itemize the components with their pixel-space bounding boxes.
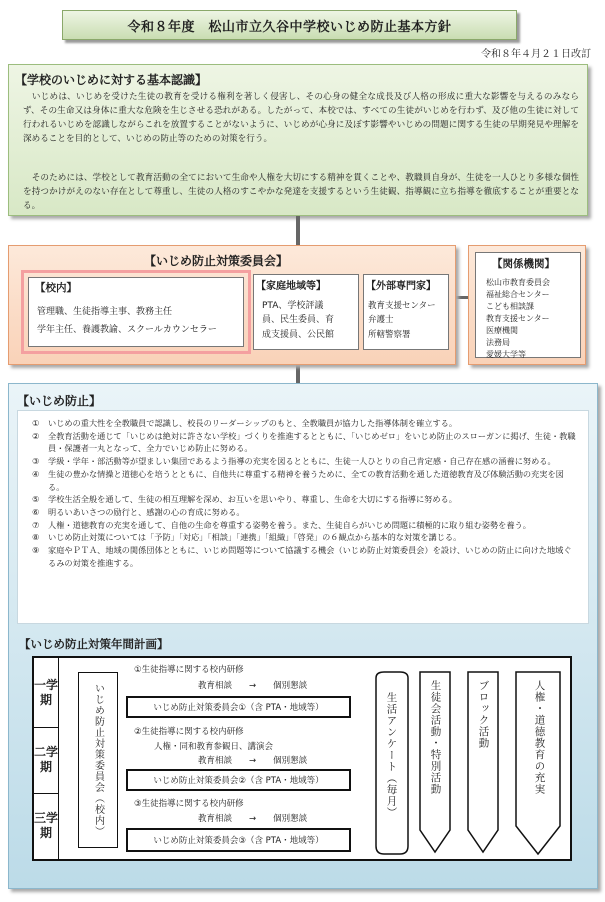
prevention-item-number: ③ bbox=[32, 456, 40, 467]
term3-training: ③生徒指導に関する校内研修 bbox=[134, 799, 244, 809]
prevention-item bbox=[32, 468, 578, 493]
community-line1: PTA、学校評議 bbox=[262, 301, 324, 311]
related-org-item: 愛媛大学等 bbox=[486, 350, 526, 359]
school-group-box bbox=[28, 277, 244, 347]
term1-meeting: いじめ防止対策委員会①（含 PTA・地域等） bbox=[126, 696, 351, 718]
related-org-item: 松山市教育委員会 bbox=[486, 278, 550, 287]
related-org-item: こども相談課 bbox=[486, 302, 534, 311]
prevention-item-text: 家庭やＰＴＡ、地域の関係団体とともに、いじめ問題等について協議する機会（いじめ防止対策委員会）を設け、いじめの防止に向けた地域ぐるみの対策を推進する。 bbox=[48, 545, 572, 568]
prevention-item-text: いじめの重大性を全教職員で認識し、校長のリーダーシップのもと、全教職員が協力した指導体制を確立する。 bbox=[48, 418, 458, 428]
prevention-item-text: 学級・学年・部活動等が望ましい集団であるよう指導の充実を図るとともに、生徒一人ひとりの自己肯定感・自己存在感の涵養に努める。 bbox=[48, 456, 556, 467]
connector-line bbox=[296, 365, 300, 383]
term1-consult: 教育相談 → 個別懇談 bbox=[198, 681, 308, 691]
term-3-label: 三学期 bbox=[34, 811, 59, 840]
related-orgs-box bbox=[475, 252, 581, 358]
related-orgs-heading: 【関係機関】 bbox=[492, 258, 555, 270]
term2-meeting: いじめ防止対策委員会②（含 PTA・地域等） bbox=[126, 769, 351, 791]
related-org-item: 教育支援センター bbox=[486, 314, 550, 323]
prevention-item-number: ⑤ bbox=[32, 494, 40, 505]
term3-meeting: いじめ防止対策委員会③（含 PTA・地域等） bbox=[126, 828, 351, 852]
community-line3: 成支援員、公民館 bbox=[262, 329, 335, 340]
term2-consult: 教育相談 → 個別懇談 bbox=[198, 756, 308, 766]
related-org-item: 医療機関 bbox=[486, 326, 518, 335]
prevention-item-text: 人権・道徳教育の充実を通して、自他の生命を尊重する姿勢を養う。また、生徒自らがいじめ問題に積極的に取り組む姿勢を養う。 bbox=[48, 519, 531, 530]
prevention-item bbox=[32, 531, 578, 544]
prevention-item-number: ⑦ bbox=[32, 519, 40, 530]
term2-extra: 人権・同和教育参観日、講演会 bbox=[154, 742, 274, 752]
prevention-item-text: 学校生活全般を通して、生徒の相互理解を深め、お互いを思いやり、尊重し、生命を大切にする指導に努める。 bbox=[48, 494, 457, 505]
expert-group-box bbox=[363, 274, 449, 350]
school-group-heading: 【校内】 bbox=[35, 282, 77, 294]
human-rights-label: 人権・道徳教育の充実 bbox=[533, 680, 546, 795]
prevention-item bbox=[32, 430, 578, 455]
expert-group-members bbox=[368, 299, 436, 342]
related-orgs-panel bbox=[468, 245, 586, 365]
prevention-item bbox=[32, 455, 578, 468]
prevention-list bbox=[17, 410, 589, 624]
basic-recognition-panel bbox=[8, 64, 588, 216]
committee-heading: 【いじめ防止対策委員会】 bbox=[144, 254, 289, 268]
basic-recognition-paragraph-1: いじめは、いじめを受けた生徒の教育を受ける権利を著しく侵害し、その心身の健全な成長及び人格の形成に重大な影響を与えるのみならず、その生命又は身体に重大な危険を生じさせる恐れがある。したがって、本校では、すべての生徒がいじめを行わず、及び他の生徒に対して行われるいじめを認識しながらこれを放置することがないように、いじめが心身に及ぼす影響やいじめの問題に関する生徒の早期発見や理解を深めることを目的として、いじめの防止等のための対策を行う。 bbox=[23, 92, 579, 144]
annual-plan-table bbox=[32, 656, 572, 861]
school-group-line1: 管理職、生徒指導主事、教務主任 bbox=[37, 307, 173, 317]
prevention-item-text: 明るいあいさつの励行と、感謝の心の育成に努める。 bbox=[48, 506, 245, 517]
prevention-item-text: 生徒の豊かな情操と道徳心を培うとともに、自他共に尊重する精神を養うために、全ての教育活動を通した道徳教育及び体験活動の充実を図る。 bbox=[48, 468, 564, 492]
term2-training: ②生徒指導に関する校内研修 bbox=[134, 727, 244, 737]
community-group-members bbox=[262, 299, 334, 342]
school-group-frame bbox=[21, 270, 251, 354]
prevention-item bbox=[32, 519, 578, 532]
prevention-item-number: ⑨ bbox=[32, 545, 40, 556]
annual-plan-heading: 【いじめ防止対策年間計画】 bbox=[19, 637, 169, 651]
related-org-item: 法務局 bbox=[486, 338, 510, 347]
term-2-label: 二学期 bbox=[34, 727, 58, 794]
term-1-label: 一学期 bbox=[34, 658, 58, 728]
survey-label: 生活アンケート（毎月） bbox=[385, 692, 398, 819]
term3-consult: 教育相談 → 個別懇談 bbox=[198, 814, 308, 824]
prevention-item-number: ② bbox=[32, 430, 40, 441]
community-group-heading: 【家庭地域等】 bbox=[256, 281, 326, 292]
related-org-item: 福祉総合センター bbox=[486, 290, 550, 299]
connector-line bbox=[456, 296, 468, 299]
prevention-item-text: 全教育活動を通じて「いじめは絶対に許さない学校」づくりを推進するとともに、「いじめゼロ」をいじめ防止のスローガンに掲げ、生徒・教職員・保護者一丸となって、全力でいじめ防止に努める。 bbox=[48, 430, 576, 454]
prevention-item-text: いじめ防止対策については「予防」「対応」「相談」「連携」「組織」「啓発」の６観点から基本的な対策を講じる。 bbox=[48, 532, 462, 543]
term-column-divider bbox=[58, 658, 59, 859]
basic-recognition-paragraph-2: そのためには、学校として教育活動の全てにおいて生命や人権を大切にする精神を貫くことや、教職員自身が、生徒を一人ひとり多様な個性を持つかけがえのない存在として尊重し、生徒の人格のすこやかな発達を支援するという生徒観、指導観に立ち指導を徹底することが重要となる。 bbox=[23, 173, 579, 211]
student-council-label: 生徒会活動・特別活動 bbox=[429, 680, 442, 795]
related-orgs-list bbox=[486, 277, 550, 361]
connector-line bbox=[296, 216, 300, 245]
prevention-item bbox=[32, 493, 578, 506]
prevention-item-number: ④ bbox=[32, 468, 40, 479]
prevention-item-number: ⑧ bbox=[32, 532, 40, 543]
prevention-item-number: ① bbox=[32, 418, 40, 428]
committee-panel bbox=[8, 245, 456, 365]
prevention-heading: 【いじめ防止】 bbox=[17, 394, 102, 408]
revised-date: 令和８年４月２１日改訂 bbox=[481, 49, 591, 60]
community-group-box bbox=[253, 274, 359, 350]
school-group-line2: 学年主任、養護教諭、スクールカウンセラー bbox=[37, 325, 217, 335]
internal-committee-box: いじめ防止対策委員会（校内） bbox=[78, 672, 118, 848]
expert-line3: 所轄警察署 bbox=[368, 329, 411, 340]
prevention-item bbox=[32, 506, 578, 519]
prevention-item-number: ⑥ bbox=[32, 506, 40, 517]
community-line2: 員、民生委員、育 bbox=[262, 315, 335, 326]
expert-line1: 教育支援センター bbox=[368, 301, 436, 311]
basic-recognition-heading: 【学校のいじめに対する基本認識】 bbox=[15, 73, 208, 87]
expert-line2: 弁護士 bbox=[368, 315, 394, 326]
term1-training: ①生徒指導に関する校内研修 bbox=[134, 665, 244, 675]
prevention-item bbox=[32, 544, 578, 569]
block-activity-label: ブロック活動 bbox=[477, 680, 490, 749]
page-title: 令和８年度 松山市立久谷中学校いじめ防止基本方針 bbox=[62, 10, 517, 40]
prevention-item bbox=[32, 417, 578, 430]
expert-group-heading: 【外部専門家】 bbox=[366, 281, 436, 292]
